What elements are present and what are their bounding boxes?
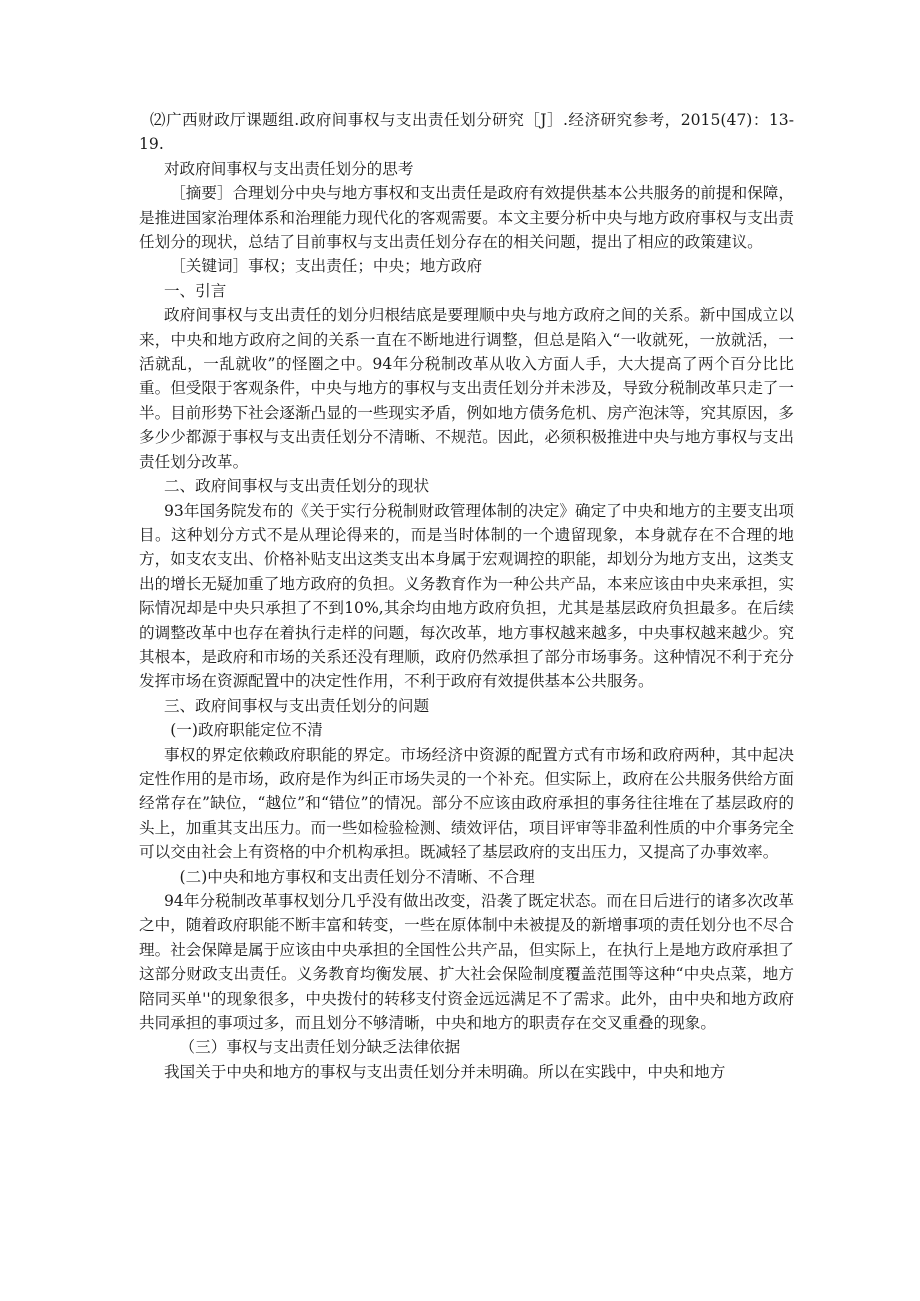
section1-paragraph: 政府间事权与支出责任的划分归根结底是要理顺中央与地方政府之间的关系。新中国成立以来，中央和地方政府之间的关系一直在不断地进行调整，但总是陷入“一收就死，一放就活，一活就乱，一乱就收”的怪圈之中。94年分税制改革从收入方面人手，大大提高了两个百分比比重。但受限于客观条件，中央与地方的事权与支出责任划分并未涉及，导致分税制改革只走了一半。目前形势下社会逐渐凸显的一些现实矛盾，例如地方债务危机、房产泡沫等，究其原因，多多少少都源于事权与支出责任划分不清晰、不规范。因此，必须积极推进中央与地方事权与支出责任划分改革。 <box>139 306 794 471</box>
document-title: 对政府间事权与支出责任划分的思考 <box>163 159 414 178</box>
subsection1-paragraph: 事权的界定依赖政府职能的界定。市场经济中资源的配置方式有市场和政府两种，其中起决定性作用的是市场，政府是作为纠正市场失灵的一个补充。但实际上，政府在公共服务供给方面经常存在”缺位，“越位”和“错位”的情况。部分不应该由政府承担的事务往往堆在了基层政府的头上，加重其支出压力。而一些如检验检测、绩效评估，项目评审等非盈利性质的中介事务完全可以交由社会上有资格的中介机构承担。既减轻了基层政府的支出压力，又提高了办事效率。 <box>139 745 794 862</box>
abstract-paragraph: ［摘要］合理划分中央与地方事权和支出责任是政府有效提供基本公共服务的前提和保障，是推进国家治理体系和治理能力现代化的客观需要。本文主要分析中央与地方政府事权与支出责任划分的现状，总结了目前事权与支出责任划分存在的相关问题，提出了相应的政策建议。 <box>139 184 794 252</box>
subsection2-paragraph: 94年分税制改革事权划分几乎没有做出改变，沿袭了既定状态。而在日后进行的诸多次改革之中，随着政府职能不断丰富和转变，一些在原体制中未被提及的新增事项的责任划分也不尽合理。社会保障是属于应该由中央承担的全国性公共产品，但实际上，在执行上是地方政府承担了这部分财政支出责任。义务教育均衡发展、扩大社会保险制度覆盖范围等这种“中央点菜，地方陪同买单''的现象很多，中央拨付的转移支付资金远远满足不了需求。此外，由中央和地方政府共同承担的事项过多，而且划分不够清晰，中央和地方的职责存在交叉重叠的现象。 <box>139 892 794 1033</box>
section2-paragraph: 93年国务院发布的《关于实行分税制财政管理体制的决定》确定了中央和地方的主要支出项目。这种划分方式不是从理论得来的，而是当时体制的一个遗留现象，本身就存在不合理的地方，如支农支出、价格补贴支出这类支出本身属于宏观调控的职能，却划分为地方支出，这类支出的增长无疑加重了地方政府的负担。义务教育作为一种公共产品，本来应该由中央来承担，实际情况却是中央只承担了不到10%,其余均由地方政府负担，尤其是基层政府负担最多。在后续的调整改革中也存在着执行走样的问题，每次改革，地方事权越来越多，中央事权越来越少。究其根本，是政府和市场的关系还没有理顺，政府仍然承担了部分市场事务。这种情况不利于充分发挥市场在资源配置中的决定性作用，不利于政府有效提供基本公共服务。 <box>139 501 794 691</box>
subsection1-heading: (一)政府职能定位不清 <box>170 721 323 740</box>
subsection2-heading: (二)中央和地方事权和支出责任划分不清晰、不合理 <box>179 867 535 886</box>
reference-line: ⑵广西财政厅课题组.政府间事权与支出责任划分研究［J］.经济研究参考，2015(47)：13-19. <box>139 111 794 154</box>
subsection3-heading: （三）事权与支出责任划分缺乏法律依据 <box>179 1038 461 1057</box>
subsection3-paragraph: 我国关于中央和地方的事权与支出责任划分并未明确。所以在实践中，中央和地方 <box>163 1062 726 1081</box>
keywords-line: ［关键词］事权；支出责任；中央；地方政府 <box>170 257 483 276</box>
section3-heading: 三、政府间事权与支出责任划分的问题 <box>163 696 430 715</box>
document-page <box>139 108 794 1084</box>
section1-heading: 一、引言 <box>163 281 227 300</box>
section2-heading: 二、政府间事权与支出责任划分的现状 <box>163 477 430 496</box>
